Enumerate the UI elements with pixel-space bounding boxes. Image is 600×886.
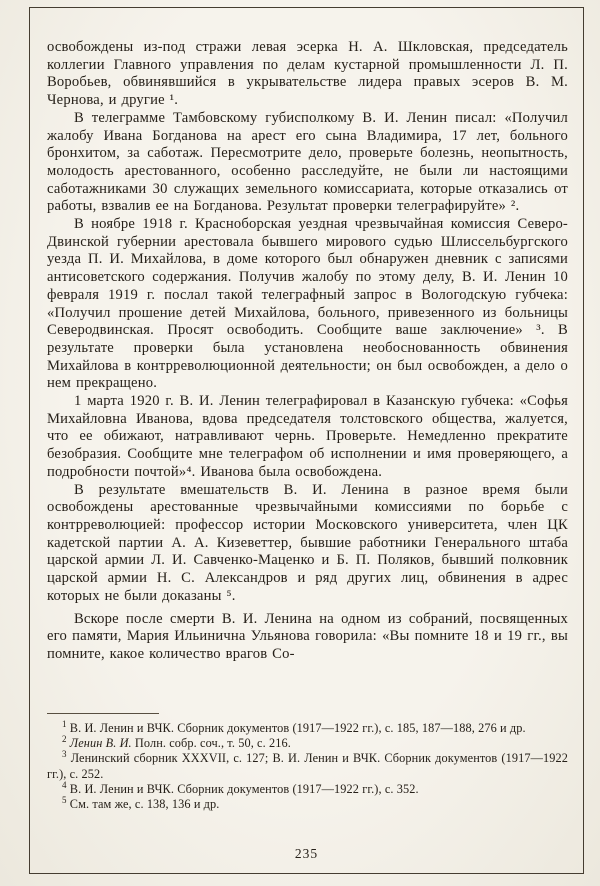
- footnote-marker: 1: [62, 718, 67, 729]
- page-number: 235: [294, 846, 319, 861]
- paragraph-3: В ноябре 1918 г. Красноборская уездная чрезвычайная комиссия Северо-Двинской губернии арестовала бывшего мирового судью Шлиссельбургского уезда П. И. Михайлова, в доме которого был обнаружен дневник с записями антисоветского содержания. Получив жалобу по этому делу, В. И. Ленин 10 февраля 1919 г. послал такой телеграфный запрос в Вологодскую губчека: «Получил прошение детей Михайлова, больного, привезенного из больницы Северодвинская. Просят освободить. Сообщите ваше заключение» ³. В результате проверки была установлена необоснованность обвинения Михайлова в контрреволюционной деятельности; он был освобожден, а дело о нем прекращено.: [47, 216, 568, 392]
- page-frame: [29, 7, 584, 874]
- footnote-1: [47, 718, 568, 736]
- paragraph-2: В телеграмме Тамбовскому губисполкому В. И. Ленин писал: «Получил жалобу Ивана Богданова на арест его сына Владимира, 17 лет, больного бронхитом, за саботаж. Пересмотрите дело, проверьте болезнь, неопытность, молодость арестованного, особенно расследуйте, не были ли настоящими саботажниками 30 служащих земельного комиссариата, которые отказались от работы, взвалив ее на Богданова. Результат проверки телеграфируйте» ².: [47, 109, 568, 215]
- paragraph-5: В результате вмешательств В. И. Ленина в разное время были освобождены арестованные чрезвычайными комиссиями по борьбе с контрреволюцией: профессор истории Московского университета, член ЦК кадетской партии А. А. Кизеветтер, бывшие работники Генерального штаба царской армии Л. И. Савченко-Маценко и Б. П. Поляков, бывший полковник царской армии Н. С. Александров и ряд других лиц, обвинения в адрес которых не были доказаны ⁵.: [47, 481, 568, 604]
- footnote-text: См. там же, с. 138, 136 и др.: [69, 797, 220, 812]
- footnote-separator: [47, 713, 159, 714]
- footnote-text: В. И. Ленин и ВЧК. Сборник документов (1917—1922 гг.), с. 352.: [69, 781, 419, 796]
- footnote-5: [47, 794, 568, 812]
- footnotes-section: [47, 713, 568, 812]
- footnote-text: В. И. Ленин и ВЧК. Сборник документов (1917—1922 гг.), с. 185, 187—188, 276 и др.: [69, 721, 526, 735]
- footnote-4: [47, 779, 568, 797]
- footnote-marker: 4: [62, 779, 67, 790]
- footnote-text: Полн. собр. соч., т. 50, с. 216.: [134, 736, 291, 751]
- paragraph-6: Вскоре после смерти В. И. Ленина на одном из собраний, посвященных его памяти, Мария Ильинична Ульянова говорила: «Вы помните 18 и 19 гг., вы помните, какое количество врагов Со-: [47, 610, 568, 662]
- footnote-author: Ленин В. И.: [69, 736, 132, 751]
- footnote-marker: 3: [62, 749, 67, 760]
- footnote-3: [47, 751, 568, 781]
- footnote-text: Ленинский сборник XXXVII, с. 127; В. И. Ленин и ВЧК. Сборник документов (1917—1922 гг.), с. 252.: [47, 751, 568, 781]
- paragraph-4: 1 марта 1920 г. В. И. Ленин телеграфировал в Казанскую губчека: «Софья Михайловна Иванова, вдова председателя толстовского общества, жалуется, что ее обижают, натравливают чернь. Проверьте. Немедленно прекратите безобразия. Сообщите мне телеграфом об исполнении и имя проверяющего, а подробности почтой»⁴. Иванова была освобождена.: [47, 393, 568, 480]
- body-text: [47, 39, 568, 664]
- footnote-2: [47, 736, 568, 751]
- paragraph-1: освобождены из-под стражи левая эсерка Н. А. Шкловская, председатель коллегии Главного управления по делам кустарной промышленности Л. П. Воробьев, обвинявшийся в укрывательстве лидера правых эсеров В. М. Чернова, и другие ¹.: [47, 39, 568, 109]
- footnote-marker: 5: [62, 794, 67, 805]
- footnote-marker: 2: [62, 734, 67, 745]
